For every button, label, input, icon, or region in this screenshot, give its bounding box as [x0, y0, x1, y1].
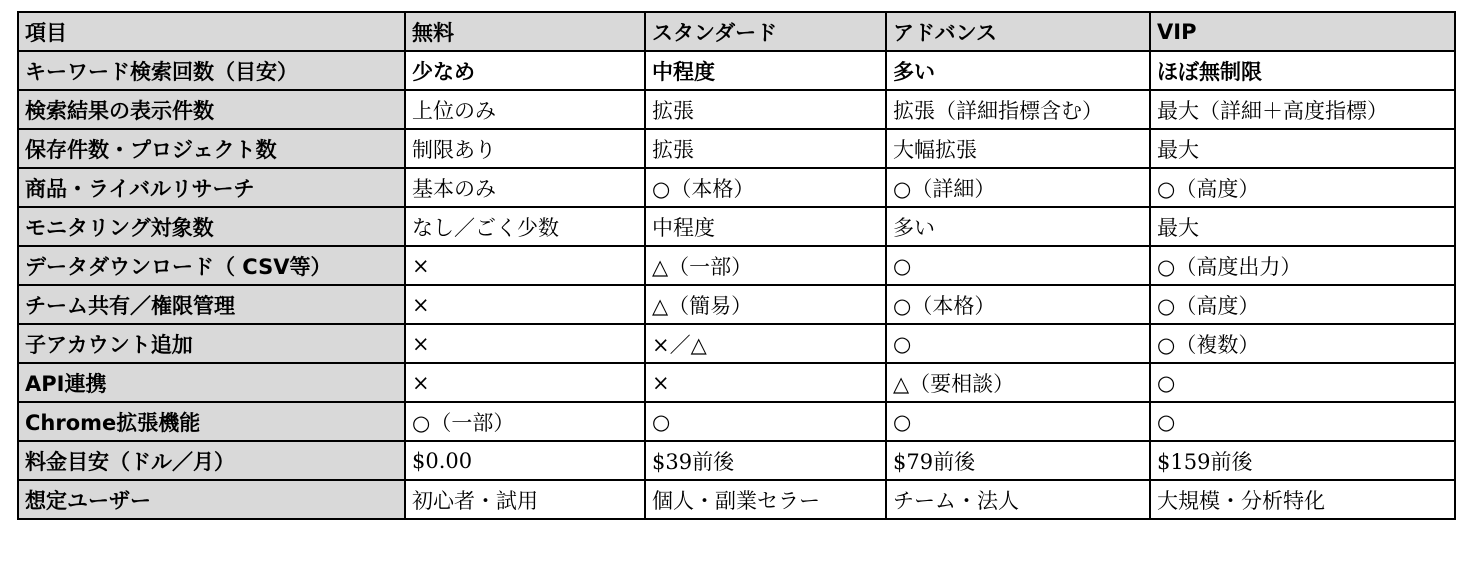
cell-free: 制限あり [405, 129, 645, 168]
cell-free: × [405, 285, 645, 324]
cell-vip: ○（高度出力） [1150, 246, 1455, 285]
cell-free: $0.00 [405, 441, 645, 480]
cell-free: ○（一部） [405, 402, 645, 441]
table-row [18, 363, 1455, 402]
cell-standard: 中程度 [645, 207, 886, 246]
header-row [18, 12, 1455, 51]
table-row [18, 51, 1455, 90]
cell-standard: △（簡易） [645, 285, 886, 324]
cell-standard: ○ [645, 402, 886, 441]
header-item: 項目 [18, 12, 405, 51]
cell-standard: 中程度 [645, 51, 886, 90]
table-row [18, 90, 1455, 129]
cell-free: × [405, 363, 645, 402]
cell-standard: 拡張 [645, 129, 886, 168]
cell-vip: ○ [1150, 363, 1455, 402]
table-row [18, 441, 1455, 480]
cell-advance: 多い [886, 207, 1150, 246]
row-label: チーム共有／権限管理 [18, 285, 405, 324]
cell-advance: ○ [886, 324, 1150, 363]
row-label: モニタリング対象数 [18, 207, 405, 246]
cell-free: 少なめ [405, 51, 645, 90]
table-row [18, 168, 1455, 207]
header-vip: VIP [1150, 12, 1455, 51]
cell-standard: 個人・副業セラー [645, 480, 886, 519]
row-label: 料金目安（ドル／月） [18, 441, 405, 480]
cell-advance: 多い [886, 51, 1150, 90]
table-row [18, 207, 1455, 246]
cell-standard: $39前後 [645, 441, 886, 480]
row-label: 検索結果の表示件数 [18, 90, 405, 129]
table-row [18, 246, 1455, 285]
row-label: Chrome拡張機能 [18, 402, 405, 441]
table-row [18, 285, 1455, 324]
cell-free: 上位のみ [405, 90, 645, 129]
row-label: 商品・ライバルリサーチ [18, 168, 405, 207]
cell-vip: ○ [1150, 402, 1455, 441]
cell-advance: チーム・法人 [886, 480, 1150, 519]
row-label: 保存件数・プロジェクト数 [18, 129, 405, 168]
cell-advance: ○ [886, 246, 1150, 285]
table-row [18, 129, 1455, 168]
cell-vip: 最大 [1150, 207, 1455, 246]
cell-vip: ○（複数） [1150, 324, 1455, 363]
cell-vip: ○（高度） [1150, 168, 1455, 207]
header-free: 無料 [405, 12, 645, 51]
cell-advance: △（要相談） [886, 363, 1150, 402]
cell-free: なし／ごく少数 [405, 207, 645, 246]
cell-vip: $159前後 [1150, 441, 1455, 480]
cell-advance: ○ [886, 402, 1150, 441]
cell-advance: 拡張（詳細指標含む） [886, 90, 1150, 129]
cell-advance: ○（詳細） [886, 168, 1150, 207]
cell-vip: ○（高度） [1150, 285, 1455, 324]
cell-standard: ○（本格） [645, 168, 886, 207]
row-label: 子アカウント追加 [18, 324, 405, 363]
row-label: キーワード検索回数（目安） [18, 51, 405, 90]
cell-advance: ○（本格） [886, 285, 1150, 324]
cell-vip: 最大（詳細＋高度指標） [1150, 90, 1455, 129]
cell-free: 基本のみ [405, 168, 645, 207]
cell-free: × [405, 246, 645, 285]
table-row [18, 324, 1455, 363]
row-label: 想定ユーザー [18, 480, 405, 519]
plan-comparison-table [17, 11, 1456, 520]
cell-standard: ×／△ [645, 324, 886, 363]
header-advance: アドバンス [886, 12, 1150, 51]
cell-free: × [405, 324, 645, 363]
row-label: データダウンロード（ CSV等） [18, 246, 405, 285]
row-label: API連携 [18, 363, 405, 402]
table-row [18, 402, 1455, 441]
cell-standard: 拡張 [645, 90, 886, 129]
cell-advance: 大幅拡張 [886, 129, 1150, 168]
cell-vip: 大規模・分析特化 [1150, 480, 1455, 519]
cell-free: 初心者・試用 [405, 480, 645, 519]
header-standard: スタンダード [645, 12, 886, 51]
table-row [18, 480, 1455, 519]
cell-standard: × [645, 363, 886, 402]
cell-vip: 最大 [1150, 129, 1455, 168]
cell-standard: △（一部） [645, 246, 886, 285]
cell-advance: $79前後 [886, 441, 1150, 480]
cell-vip: ほぼ無制限 [1150, 51, 1455, 90]
